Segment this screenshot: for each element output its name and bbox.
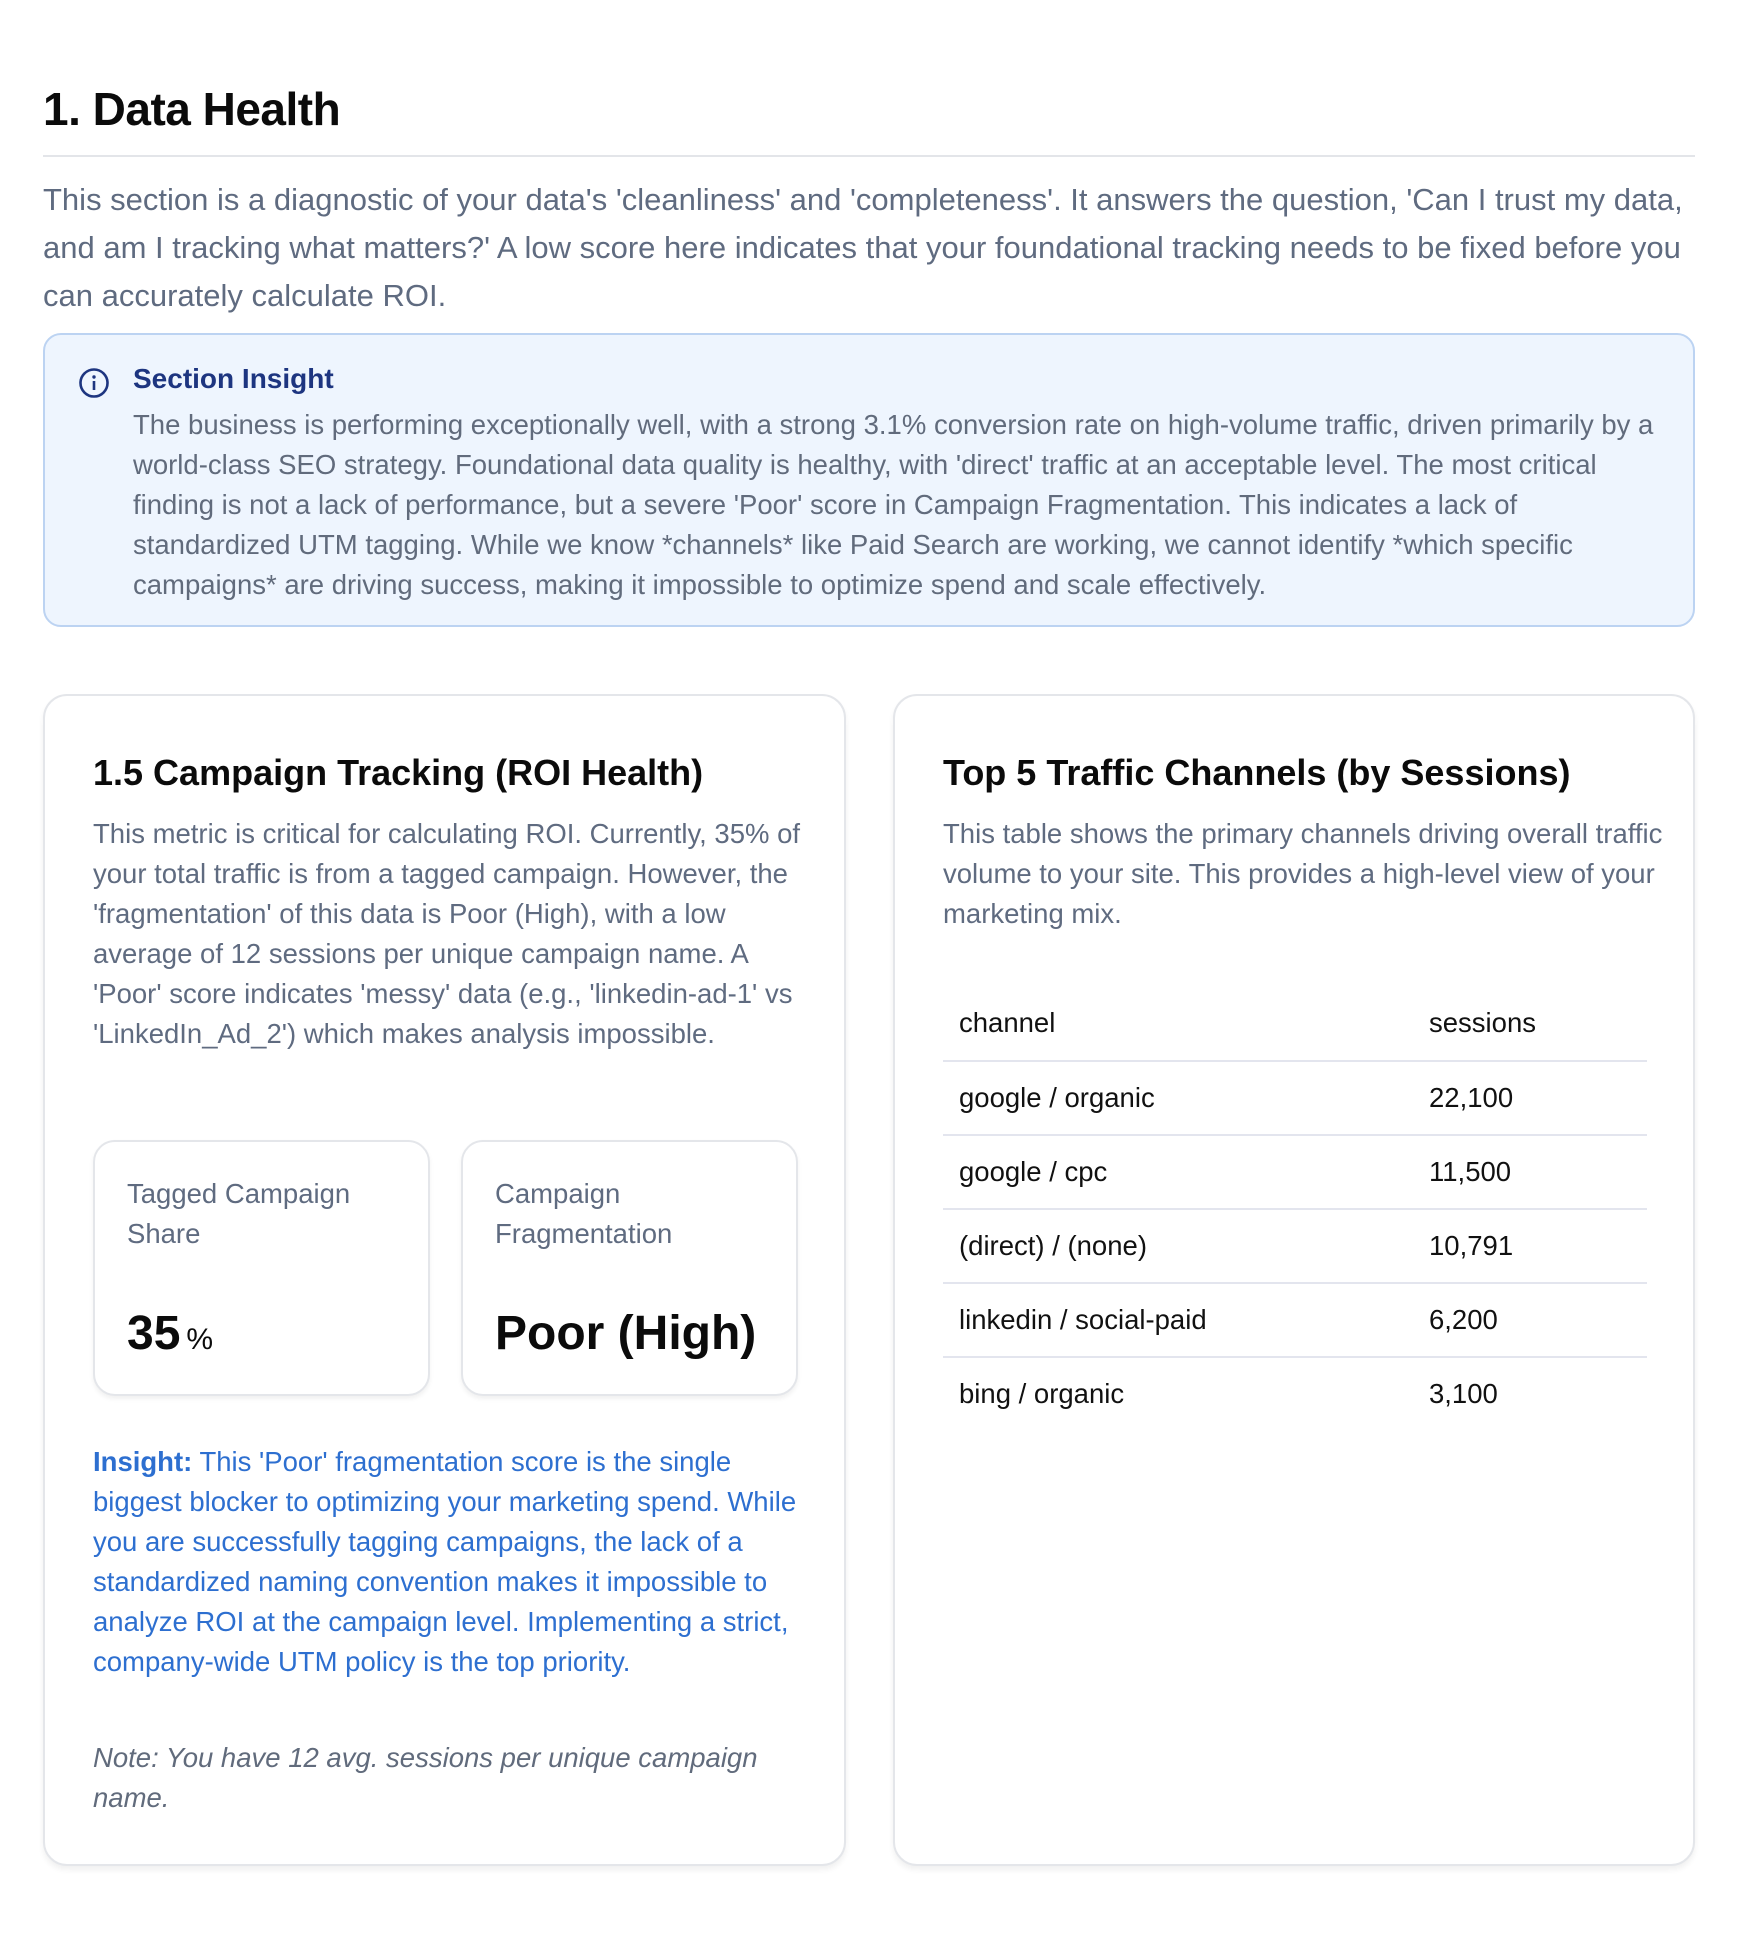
cell-channel: google / organic bbox=[959, 1082, 1155, 1113]
metric-label: Campaign Fragmentation bbox=[495, 1178, 673, 1249]
cell-sessions: 10,791 bbox=[1429, 1230, 1514, 1261]
channels-card-title: Top 5 Traffic Channels (by Sessions) bbox=[943, 752, 1571, 793]
campaign-note: Note: You have 12 avg. sessions per unique campaign name. bbox=[93, 1742, 758, 1813]
channels-card-description: This table shows the primary channels driving overall traffic volume to your site. This provides a high-level view of your marketing mix. bbox=[943, 818, 1663, 929]
title-divider bbox=[43, 155, 1695, 157]
campaign-tracking-card bbox=[43, 694, 846, 1866]
section-description: This section is a diagnostic of your data's 'cleanliness' and 'completeness'. It answers the question, 'Can I trust my data, and am I tracking what matters?' A low score here indicates that your foundational tracking needs to be fixed before you can accurately calculate ROI. bbox=[43, 182, 1683, 313]
cell-channel: (direct) / (none) bbox=[959, 1230, 1147, 1261]
metric-unit: % bbox=[186, 1323, 214, 1356]
cell-sessions: 6,200 bbox=[1429, 1304, 1498, 1335]
metric-label: Tagged Campaign Share bbox=[127, 1178, 351, 1249]
cell-sessions: 11,500 bbox=[1429, 1156, 1512, 1187]
campaign-card-title: 1.5 Campaign Tracking (ROI Health) bbox=[93, 752, 704, 793]
cell-channel: linkedin / social-paid bbox=[959, 1304, 1207, 1335]
table-header bbox=[943, 986, 1647, 1060]
section-insight-title: Section Insight bbox=[133, 363, 334, 394]
campaign-insight bbox=[93, 1442, 813, 1682]
column-header-sessions: sessions bbox=[1429, 1007, 1536, 1038]
metric-value bbox=[127, 1306, 213, 1361]
cell-sessions: 22,100 bbox=[1429, 1082, 1514, 1113]
top-channels-card bbox=[893, 694, 1695, 1866]
table-row bbox=[943, 1060, 1647, 1134]
section-insight-text: The business is performing exceptionally well, with a strong 3.1% conversion rate on high-volume traffic, driven primarily by a world-class SEO strategy. Foundational data quality is healthy, with 'direct' traffic at an acceptable level. The most critical finding is not a lack of performance, but a severe 'Poor' score in Campaign Fragmentation. This indicates a lack of standardized UTM tagging. While we know *channels* like Paid Search are working, we cannot identify *which specific campaigns* are driving success, making it impossible to optimize spend and scale effectively. bbox=[133, 409, 1654, 600]
cell-channel: google / cpc bbox=[959, 1156, 1108, 1187]
table-row bbox=[943, 1208, 1647, 1282]
column-header-channel: channel bbox=[959, 1007, 1056, 1038]
campaign-card-description: This metric is critical for calculating ROI. Currently, 35% of your total traffic is from a tagged campaign. However, the 'fragmentation' of this data is Poor (High), with a low average of 12 sessions per unique campaign name. A 'Poor' score indicates 'messy' data (e.g., 'linkedin-ad-1' vs 'LinkedIn_Ad_2') which makes analysis impossible. bbox=[93, 818, 801, 1049]
table-row bbox=[943, 1356, 1647, 1430]
section-insight-callout bbox=[43, 333, 1695, 627]
section-title: 1. Data Health bbox=[43, 83, 341, 135]
insight-label: Insight: bbox=[93, 1446, 193, 1477]
metric-number: 35 bbox=[127, 1307, 181, 1360]
cell-sessions: 3,100 bbox=[1429, 1378, 1498, 1409]
cell-channel: bing / organic bbox=[959, 1378, 1125, 1409]
metric-value: Poor (High) bbox=[495, 1307, 757, 1360]
table-row bbox=[943, 1134, 1647, 1208]
channels-table bbox=[943, 986, 1647, 1430]
insight-text: This 'Poor' fragmentation score is the single biggest blocker to optimizing your marketing spend. While you are successfully tagging campaigns, the lack of a standardized naming convention makes it impossible to analyze ROI at the campaign level. Implementing a strict, company-wide UTM policy is the top priority. bbox=[93, 1446, 797, 1677]
metric-tagged-campaign-share bbox=[93, 1140, 430, 1396]
info-icon bbox=[78, 367, 110, 399]
table-row bbox=[943, 1282, 1647, 1356]
metric-campaign-fragmentation bbox=[461, 1140, 798, 1396]
